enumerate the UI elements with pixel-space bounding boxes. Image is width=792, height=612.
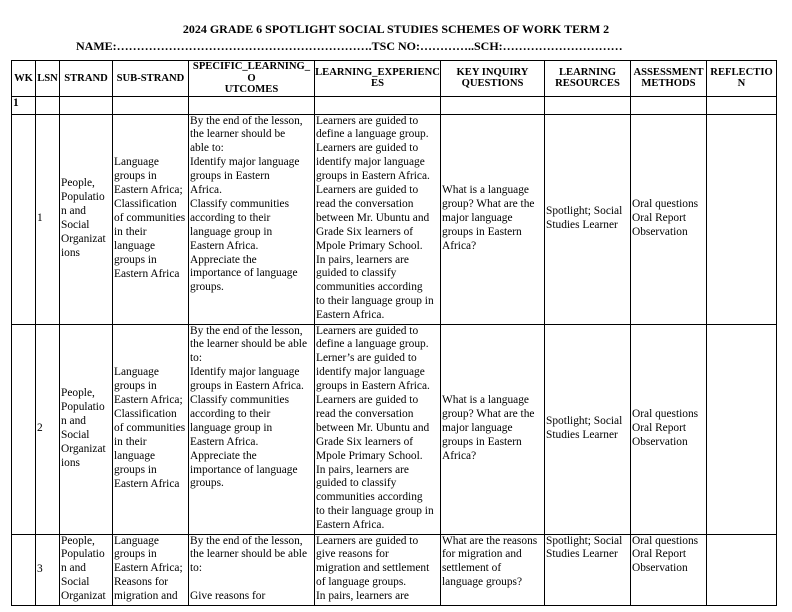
week-cell [12,114,36,324]
cell-line: communities according [316,491,423,504]
cell-line: Spotlight; Social [546,205,623,218]
cell-lines [190,115,313,296]
cell-line: Oral questions [632,408,699,421]
cell-lines [546,415,629,443]
cell-line: Spotlight; Social [546,415,623,428]
reflection-cell [707,324,777,534]
cell-line: In pairs, learners are [316,463,409,476]
empty-cell [315,96,441,114]
cell-line: Eastern Africa. [190,239,259,252]
cell-line: Eastern Africa; [114,562,183,575]
cell-line: major language [442,212,513,225]
empty-cell [189,96,315,114]
cell-line: Lerner’s are guided to [316,352,417,365]
substrand-cell [113,534,189,605]
resources-cell [545,114,631,324]
cell-line: Eastern Africa [114,267,180,280]
cell-line: identify major language [316,366,425,379]
cell-line: between Mr. Ubuntu and [316,211,430,224]
cell-line: to their language group in [316,505,434,518]
col-header-resources: LEARNING RESOURCES [545,61,631,97]
cell-lines [114,535,187,605]
cell-lines [316,115,439,324]
cell-lines [442,394,543,464]
cell-line: Eastern Africa; [114,394,183,407]
cell-line: major language [442,422,513,435]
cell-line: groups in [114,170,157,183]
cell-lines [442,184,543,254]
cell-line: Africa. [190,184,222,197]
cell-line: Classification [114,198,177,211]
cell-line: migration and [114,590,178,603]
cell-line: define a language group. [316,128,429,141]
cell-lines [190,325,313,492]
cell-line: Learners are guided to [316,394,419,407]
substrand-cell [113,114,189,324]
cell-line: Organizat [61,590,106,603]
cell-line: of language groups. [316,576,407,589]
cell-lines [546,535,629,563]
cell-line: migration and settlement [316,562,430,575]
cell-line: Learners are guided to [316,184,419,197]
cell-line: Social [61,429,90,441]
cell-lines [190,535,313,605]
cell-line: groups. [190,281,224,294]
cell-line: What is a language [442,394,529,407]
cell-line: groups in [114,253,157,266]
cell-line: Observation [632,562,688,575]
cell-line: to their language group in [316,295,434,308]
reflection-cell [707,114,777,324]
cell-line: Classify communities [190,394,290,407]
col-header-outcomes: SPECIFIC_LEARNING_O UTCOMES [189,61,315,97]
cell-line: define a language group. [316,338,429,351]
cell-line: In pairs, learners are [316,253,409,266]
resources-cell [545,324,631,534]
outcomes-cell [189,534,315,605]
experiences-cell [315,114,441,324]
cell-lines [316,325,439,534]
cell-line: Oral questions [632,534,699,547]
cell-line: groups in Eastern [442,225,522,238]
cell-line: groups in Eastern [190,170,270,183]
col-header-reflection: REFLECTION [707,61,777,97]
cell-lines [632,535,705,577]
cell-line: language group in [190,225,273,238]
cell-line: in their [114,225,147,238]
lesson-number: 1 [36,114,60,324]
cell-lines [632,408,705,450]
cell-line: Africa? [442,239,477,252]
lesson-number: 3 [36,534,60,605]
cell-lines [546,205,629,233]
cell-line: read the conversation [316,407,414,420]
substrand-cell [113,324,189,534]
week-number: 1 [12,96,36,114]
strand-cell [60,324,113,534]
page-title: 2024 GRADE 6 SPOTLIGHT SOCIAL STUDIES SCHEMES OF WORK TERM 2 [182,22,610,36]
assessment-cell [631,114,707,324]
cell-line: Language [114,156,159,169]
cell-line: Appreciate the [190,449,257,462]
cell-line: n and [61,415,86,428]
cell-line: identify major language [316,156,425,169]
table-row [12,114,777,324]
cell-line: Grade Six learners of [316,435,414,448]
cell-line: in their [114,435,147,448]
cell-line: importance of language [190,267,298,280]
empty-cell [113,96,189,114]
experiences-cell [315,534,441,605]
cell-line: Classification [114,408,177,421]
col-header-strand: STRAND [60,61,113,97]
cell-line: Eastern Africa. [190,435,259,448]
col-header-wk: WK [12,61,36,97]
cell-lines [61,177,111,260]
cell-line: language groups? [442,576,523,589]
cell-line: groups. [190,477,224,490]
cell-line: n and [61,562,86,575]
cell-line: settlement of [442,562,502,575]
cell-line: Oral Report [632,548,687,561]
cell-line: Organizat [61,442,106,455]
cell-line: Eastern Africa. [316,519,385,532]
cell-line: Reasons for [114,576,169,589]
cell-line: Oral Report [632,422,687,435]
cell-line: By the end of the lesson, [190,534,303,547]
inquiry-cell [441,324,545,534]
cell-line: guided to classify [316,267,397,280]
cell-line: groups in [114,548,157,561]
resources-cell [545,534,631,605]
inquiry-cell [441,534,545,605]
col-header-experiences: LEARNING_EXPERIENC ES [315,61,441,97]
table-row [12,534,777,605]
cell-line: Oral Report [632,212,687,225]
cell-line: Eastern Africa; [114,184,183,197]
cell-line: Mpole Primary School. [316,239,423,252]
cell-lines [61,535,111,605]
header-row [12,61,777,97]
cell-line: Appreciate the [190,253,257,266]
inquiry-cell [441,114,545,324]
empty-cell [631,96,707,114]
assessment-cell [631,324,707,534]
cell-line: Learners are guided to [316,324,419,337]
empty-cell [707,96,777,114]
cell-line: groups in Eastern Africa. [190,380,304,393]
cell-line: Organizat [61,232,106,245]
cell-line: language [114,239,156,252]
cell-line: able to: [190,142,224,155]
empty-cell [36,96,60,114]
assessment-cell [631,534,707,605]
cell-line: language group in [190,421,273,434]
cell-line: Studies Learner [546,429,618,441]
cell-line: Populatio [61,191,105,204]
cell-line: Language [114,366,159,379]
empty-cell [60,96,113,114]
cell-line: Populatio [61,401,105,414]
cell-line: Oral questions [632,198,699,211]
experiences-cell [315,324,441,534]
col-header-assessment: ASSESSMENT METHODS [631,61,707,97]
cell-line: Learners are guided to [316,114,419,127]
cell-line: group? What are the [442,198,535,211]
cell-line: language [114,449,156,462]
cell-line: What is a language [442,184,529,197]
outcomes-cell [189,114,315,324]
cell-lines [114,366,187,491]
reflection-cell [707,534,777,605]
cell-line: Africa? [442,449,477,462]
cell-lines [114,156,187,281]
cell-line: Populatio [61,548,105,561]
cell-line: People, [61,177,95,190]
col-header-inquiry: KEY INQUIRY QUESTIONS [441,61,545,97]
lesson-number: 2 [36,324,60,534]
cell-line: the learner should be [190,128,286,141]
cell-line: Observation [632,435,688,448]
strand-cell [60,534,113,605]
cell-line: to: [190,562,203,575]
outcomes-cell [189,324,315,534]
cell-line: give reasons for [316,548,389,561]
cell-line: groups in Eastern [442,435,522,448]
cell-line: Social [61,219,90,231]
week-row [12,96,777,114]
cell-line: of communities [114,422,186,435]
cell-lines [442,535,543,591]
table-row [12,324,777,534]
cell-line: Identify major language [190,156,300,169]
col-header-lsn: LSN [36,61,60,97]
cell-line: to: [190,352,203,365]
cell-line: Spotlight; Social [546,534,623,547]
cell-line: groups in Eastern Africa. [316,380,430,393]
cell-line: groups in [114,463,157,476]
cell-line: Social [61,576,90,589]
cell-line: Learners are guided to [316,142,419,155]
cell-line: Eastern Africa. [316,309,385,322]
cell-line: Language [114,534,159,547]
cell-line: People, [61,387,95,400]
cell-line: communities according [316,281,423,294]
cell-line: ions [61,456,80,469]
cell-line: group? What are the [442,408,535,421]
cell-line: importance of language [190,463,298,476]
cell-line: guided to classify [316,477,397,490]
name-line: NAME:……………………………………………………….TSC NO:…………..SCH:………………………… [76,39,623,53]
cell-lines [61,387,111,470]
cell-line: Grade Six learners of [316,225,414,238]
week-cell [12,534,36,605]
cell-line: the learner should be able [190,338,308,351]
cell-line [190,576,313,590]
cell-line: Mpole Primary School. [316,449,423,462]
cell-line: groups in Eastern Africa. [316,170,430,183]
empty-cell [441,96,545,114]
cell-line: n and [61,205,86,218]
cell-line: Classify communities [190,197,290,210]
cell-line: Identify major language [190,366,300,379]
empty-cell [545,96,631,114]
cell-line: Observation [632,225,688,238]
scheme-of-work-table [11,60,777,606]
cell-line: Eastern Africa [114,477,180,490]
cell-line: By the end of the lesson, [190,324,303,337]
cell-line: the learner should be able [190,548,308,561]
cell-line: By the end of the lesson, [190,114,303,127]
cell-line: Studies Learner [546,548,618,561]
cell-line: Learners are guided to [316,534,419,547]
col-header-substrand: SUB-STRAND [113,61,189,97]
cell-line: for migration and [442,548,522,561]
cell-line: read the conversation [316,197,414,210]
cell-lines [632,198,705,240]
cell-lines [316,535,439,605]
cell-line: Give reasons for [190,590,266,603]
cell-line: between Mr. Ubuntu and [316,421,430,434]
cell-line: ions [61,246,80,259]
cell-line: of communities [114,212,186,225]
cell-line: according to their [190,211,271,224]
cell-line: What are the reasons [442,534,538,547]
cell-line: In pairs, learners are [316,590,409,603]
week-cell [12,324,36,534]
cell-line: People, [61,534,95,547]
cell-line: Studies Learner [546,219,618,231]
cell-line: according to their [190,407,271,420]
cell-line: groups in [114,380,157,393]
strand-cell [60,114,113,324]
